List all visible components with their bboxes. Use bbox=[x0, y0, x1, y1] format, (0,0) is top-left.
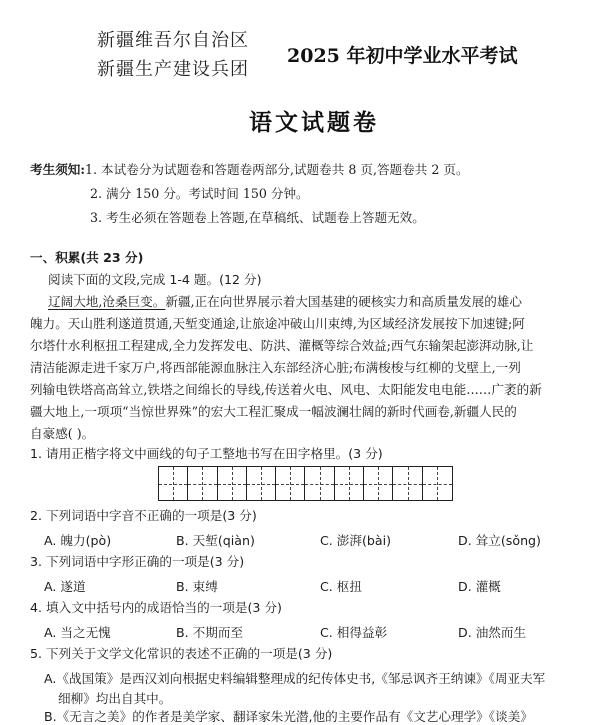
passage-line-3: 尔塔什水利枢扭工程建成,全力发挥发电、防洪、灌概等综合效益;西气东输架起澎湃动脉,让 bbox=[30, 338, 534, 353]
question-4-stem: 4. 填入文中括号内的成语恰当的一项是(3 分) bbox=[30, 600, 282, 615]
q5-option-b[interactable]: B.《无言之美》的作者是美学家、翻译家朱光潜,他的主要作品有《文艺心理学》《谈美》 bbox=[44, 709, 533, 724]
q5-option-a-cont: 细柳》均出自其中。 bbox=[58, 691, 172, 706]
q3-option-d[interactable]: D. 灌概 bbox=[458, 579, 501, 594]
header-org-line1: 新疆维吾尔自治区 bbox=[97, 30, 249, 51]
q2-option-b[interactable]: B. 天堑(qiàn) bbox=[176, 533, 255, 548]
notice-item-2: 2. 满分 150 分。考试时间 150 分钟。 bbox=[90, 186, 309, 201]
passage-line-4: 清洁能源走进千家万户,将西部能源血脉注入东部经济心脏;布满梭梭与红柳的戈壁上,一列 bbox=[30, 360, 521, 375]
q2-option-a[interactable]: A. 魄力(pò) bbox=[44, 533, 112, 548]
grid-cell[interactable] bbox=[159, 467, 188, 500]
grid-cell[interactable] bbox=[276, 467, 305, 500]
grid-cell[interactable] bbox=[423, 467, 452, 500]
question-5-stem: 5. 下列关于文学文化常识的表述不正确的一项是(3 分) bbox=[30, 646, 333, 661]
q4-option-a[interactable]: A. 当之无愧 bbox=[44, 625, 111, 640]
notice-item-1: 1. 本试卷分为试题卷和答题卷两部分,试题卷共 8 页,答题卷共 2 页。 bbox=[85, 162, 469, 177]
q5-option-a[interactable]: A.《战国策》是西汉刘向根据史料编辑整理成的纪传体史书,《邹忌讽齐王纳谏》《周亚夫军 bbox=[44, 671, 546, 686]
passage-line-2: 魄力。天山胜利遂道贯通,天堑变通途,让旅途冲破山川束缚,为区域经济发展按下加速键;阿 bbox=[30, 316, 525, 331]
tianzige-grid[interactable] bbox=[158, 466, 453, 501]
passage-line-7: 自豪感( )。 bbox=[30, 426, 95, 441]
question-3-stem: 3. 下列词语中字形正确的一项是(3 分) bbox=[30, 554, 245, 569]
notice-block bbox=[30, 160, 469, 180]
header-org-line2: 新疆生产建设兵团 bbox=[97, 59, 249, 80]
document-title: 语文试题卷 bbox=[249, 110, 379, 136]
q4-option-b[interactable]: B. 不期而至 bbox=[176, 625, 244, 640]
q4-option-c[interactable]: C. 相得益彰 bbox=[320, 625, 388, 640]
grid-cell[interactable] bbox=[335, 467, 364, 500]
q3-option-b[interactable]: B. 束缚 bbox=[176, 579, 218, 594]
grid-cell[interactable] bbox=[247, 467, 276, 500]
passage-line-5: 列输电铁塔高高耸立,铁塔之间绵长的导线,传送着火电、风电、太阳能发电电能……广袤的新 bbox=[30, 382, 542, 397]
section-intro: 阅读下面的文段,完成 1-4 题。(12 分) bbox=[48, 272, 262, 287]
exam-title: 2025 年初中学业水平考试 bbox=[287, 45, 518, 67]
notice-label: 考生须知: bbox=[30, 162, 86, 177]
section-title: 一、积累(共 23 分) bbox=[30, 250, 144, 265]
grid-cell[interactable] bbox=[305, 467, 334, 500]
underlined-sentence: 辽阔大地,沧桑巨变。 bbox=[48, 294, 166, 309]
grid-cell[interactable] bbox=[218, 467, 247, 500]
grid-cell[interactable] bbox=[393, 467, 422, 500]
notice-item-3: 3. 考生必须在答题卷上答题,在草稿纸、试题卷上答题无效。 bbox=[90, 210, 425, 225]
grid-cell[interactable] bbox=[188, 467, 217, 500]
q3-option-a[interactable]: A. 遂道 bbox=[44, 579, 86, 594]
q2-option-c[interactable]: C. 澎湃(bài) bbox=[320, 533, 392, 548]
q4-option-d[interactable]: D. 油然而生 bbox=[458, 625, 527, 640]
q3-option-c[interactable]: C. 枢扭 bbox=[320, 579, 362, 594]
question-1-stem: 1. 请用正楷字将文中画线的句子工整地书写在田字格里。(3 分) bbox=[30, 446, 383, 461]
passage-line-6: 疆大地上,一项项“当惊世界殊”的宏大工程汇聚成一幅波澜壮阔的新时代画卷,新疆人民的 bbox=[30, 404, 517, 419]
question-2-stem: 2. 下列词语中字音不正确的一项是(3 分) bbox=[30, 508, 257, 523]
passage-line-1: 辽阔大地,沧桑巨变。新疆,正在向世界展示着大国基建的硬核实力和高质量发展的雄心 bbox=[48, 294, 522, 309]
q2-option-d[interactable]: D. 耸立(sǒng) bbox=[458, 533, 541, 548]
grid-cell[interactable] bbox=[364, 467, 393, 500]
